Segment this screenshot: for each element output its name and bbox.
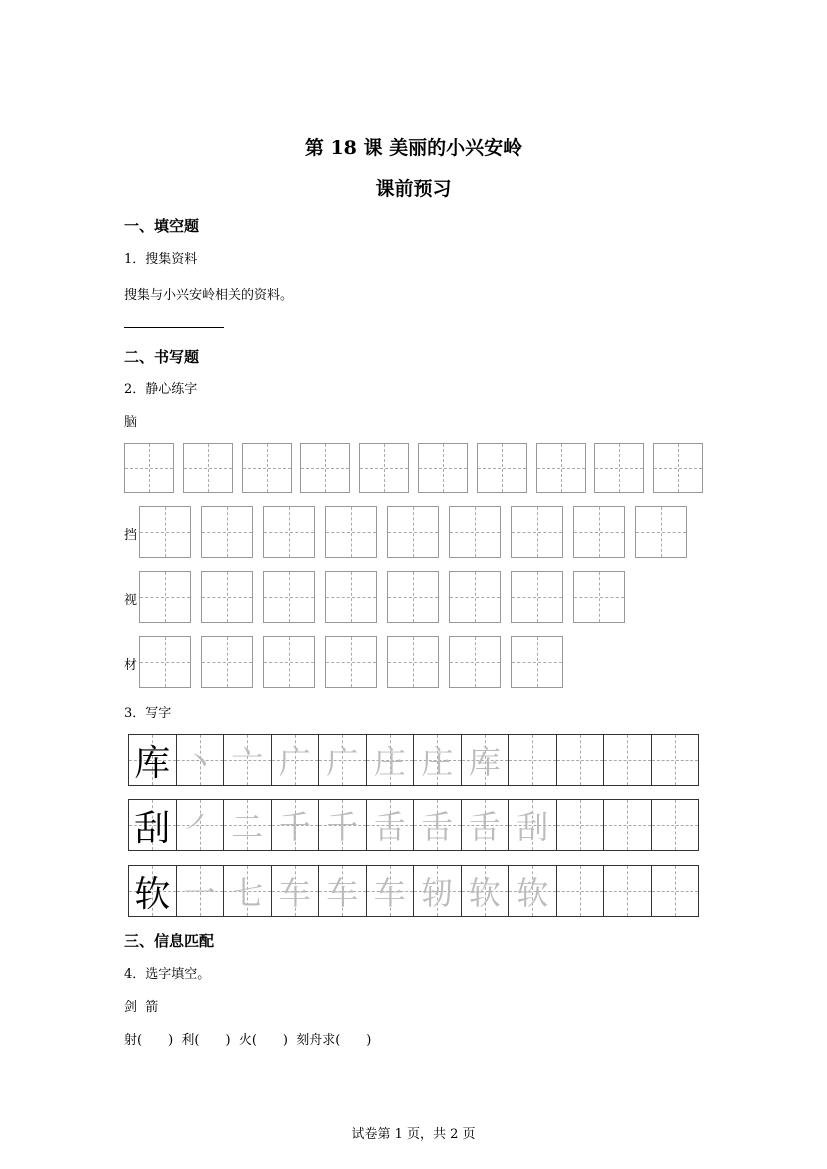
question-1-text: 搜集与小兴安岭相关的资料。 <box>124 288 294 303</box>
page-title: 第 18 课 美丽的小兴安岭 <box>304 137 523 159</box>
stroke-trace: 二 <box>231 808 264 846</box>
writing-box[interactable] <box>511 571 563 623</box>
question-4-options: 剑 箭 <box>124 1000 159 1015</box>
writing-box[interactable] <box>449 636 501 688</box>
writing-box[interactable] <box>511 636 563 688</box>
stroke-cell[interactable] <box>414 866 462 916</box>
stroke-order-row <box>128 799 699 851</box>
stroke-cell[interactable] <box>604 735 652 785</box>
stroke-cell[interactable] <box>462 800 510 850</box>
stroke-trace: 车 <box>278 874 311 912</box>
writing-box[interactable] <box>325 571 377 623</box>
writing-box[interactable] <box>387 571 439 623</box>
writing-box[interactable] <box>139 571 191 623</box>
model-char: 库 <box>134 742 171 784</box>
section-heading-writing: 二、书写题 <box>124 348 200 366</box>
stroke-trace: 软 <box>468 874 501 912</box>
model-char-cell <box>129 735 177 785</box>
model-char: 刮 <box>134 807 171 849</box>
stroke-cell[interactable] <box>414 735 462 785</box>
practice-char-label: 视 <box>124 593 138 608</box>
section-heading-fill-blank: 一、填空题 <box>124 217 200 235</box>
writing-box[interactable] <box>139 636 191 688</box>
question-1-title: 1．搜集资料 <box>124 252 198 267</box>
stroke-trace: 千 <box>326 808 359 846</box>
writing-box[interactable] <box>263 506 315 558</box>
stroke-trace: ㇒ <box>183 808 216 846</box>
writing-box[interactable] <box>300 443 350 493</box>
practice-char-label: 材 <box>124 658 138 673</box>
writing-box[interactable] <box>359 443 409 493</box>
stroke-cell[interactable] <box>462 735 510 785</box>
stroke-trace: 车 <box>373 874 406 912</box>
question-3-title: 3．写字 <box>124 706 172 721</box>
stroke-cell[interactable] <box>652 866 699 916</box>
stroke-cell[interactable] <box>319 800 367 850</box>
model-char-cell <box>129 866 177 916</box>
stroke-cell[interactable] <box>224 800 272 850</box>
stroke-cell[interactable] <box>319 866 367 916</box>
writing-box[interactable] <box>536 443 586 493</box>
stroke-cell[interactable] <box>557 735 605 785</box>
stroke-cell[interactable] <box>177 866 225 916</box>
writing-box[interactable] <box>594 443 644 493</box>
stroke-trace: 千 <box>278 808 311 846</box>
page-footer: 试卷第 1 页，共 2 页 <box>351 1127 476 1142</box>
practice-char-label: 挡 <box>124 528 138 543</box>
writing-box[interactable] <box>201 636 253 688</box>
stroke-cell[interactable] <box>177 735 225 785</box>
model-char: 软 <box>134 873 171 915</box>
stroke-cell[interactable] <box>319 735 367 785</box>
writing-box[interactable] <box>573 571 625 623</box>
stroke-trace: 刮 <box>516 808 549 846</box>
stroke-trace: 广 <box>326 743 359 781</box>
writing-box[interactable] <box>477 443 527 493</box>
writing-box[interactable] <box>263 636 315 688</box>
stroke-trace: 软 <box>516 874 549 912</box>
stroke-trace: 舌 <box>421 808 454 846</box>
stroke-cell[interactable] <box>652 800 699 850</box>
stroke-trace: 舌 <box>468 808 501 846</box>
page-subtitle: 课前预习 <box>375 178 452 200</box>
stroke-cell[interactable] <box>509 800 557 850</box>
writing-box[interactable] <box>201 571 253 623</box>
stroke-trace: 一 <box>183 874 216 912</box>
writing-box[interactable] <box>201 506 253 558</box>
writing-box[interactable] <box>573 506 625 558</box>
stroke-trace: 轫 <box>421 874 454 912</box>
stroke-order-row <box>128 865 699 917</box>
writing-box[interactable] <box>511 506 563 558</box>
writing-box[interactable] <box>139 506 191 558</box>
stroke-cell[interactable] <box>557 866 605 916</box>
writing-box[interactable] <box>325 636 377 688</box>
writing-box[interactable] <box>387 506 439 558</box>
stroke-cell[interactable] <box>272 735 320 785</box>
question-2-title: 2．静心练字 <box>124 382 198 397</box>
stroke-cell[interactable] <box>604 800 652 850</box>
writing-box[interactable] <box>635 506 687 558</box>
stroke-cell[interactable] <box>414 800 462 850</box>
stroke-cell[interactable] <box>367 800 415 850</box>
stroke-cell[interactable] <box>652 735 699 785</box>
stroke-cell[interactable] <box>462 866 510 916</box>
writing-box[interactable] <box>242 443 292 493</box>
stroke-cell[interactable] <box>604 866 652 916</box>
writing-box[interactable] <box>124 443 174 493</box>
stroke-cell[interactable] <box>509 866 557 916</box>
stroke-trace: 庄 <box>373 743 406 781</box>
section-heading-matching: 三、信息匹配 <box>124 932 215 950</box>
writing-box[interactable] <box>449 506 501 558</box>
stroke-trace: 库 <box>468 743 501 781</box>
stroke-cell[interactable] <box>367 866 415 916</box>
stroke-trace: 广 <box>278 743 311 781</box>
stroke-cell[interactable] <box>509 735 557 785</box>
stroke-trace: 七 <box>231 874 264 912</box>
writing-box[interactable] <box>418 443 468 493</box>
stroke-trace: 舌 <box>373 808 406 846</box>
stroke-cell[interactable] <box>367 735 415 785</box>
answer-line[interactable] <box>124 327 224 328</box>
writing-box[interactable] <box>387 636 439 688</box>
writing-box[interactable] <box>653 443 703 493</box>
stroke-cell[interactable] <box>224 866 272 916</box>
stroke-trace: 丶 <box>183 743 216 781</box>
writing-box[interactable] <box>263 571 315 623</box>
stroke-trace: 庄 <box>421 743 454 781</box>
practice-char-label: 脑 <box>124 415 138 430</box>
stroke-order-row <box>128 734 699 786</box>
model-char-cell <box>129 800 177 850</box>
writing-box[interactable] <box>183 443 233 493</box>
stroke-cell[interactable] <box>224 735 272 785</box>
stroke-cell[interactable] <box>272 800 320 850</box>
stroke-cell[interactable] <box>272 866 320 916</box>
stroke-cell[interactable] <box>177 800 225 850</box>
question-4-blanks[interactable]: 射( ) 利( ) 火( ) 刻舟求( ) <box>124 1033 372 1048</box>
stroke-trace: 车 <box>326 874 359 912</box>
writing-box[interactable] <box>449 571 501 623</box>
question-4-title: 4．选字填空。 <box>124 967 211 982</box>
stroke-trace: 亠 <box>231 743 264 781</box>
stroke-cell[interactable] <box>557 800 605 850</box>
writing-box[interactable] <box>325 506 377 558</box>
